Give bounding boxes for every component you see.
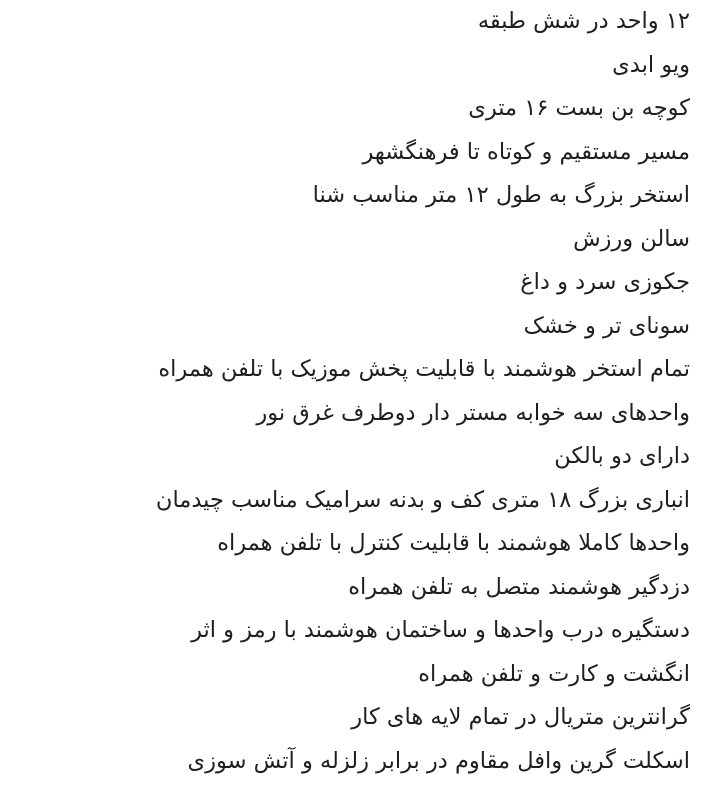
feature-line-storage: انباری بزرگ ۱۸ متری کف و بدنه سرامیک مناسب چیدمان (155, 486, 690, 513)
feature-line-gym: سالن ورزش (573, 225, 690, 252)
feature-line-units-floors: ۱۲ واحد در شش طبقه (477, 8, 690, 34)
feature-line-materials: گرانترین متریال در تمام لایه های کار (351, 704, 690, 730)
feature-line-smart-locks: دستگیره درب واحدها و ساختمان هوشمند با رمز و اثر (191, 617, 690, 643)
feature-line-route: مسیر مستقیم و کوتاه تا فرهنگشهر (362, 138, 690, 165)
feature-line-alarm: دزدگیر هوشمند متصل به تلفن همراه (348, 573, 690, 600)
feature-line-jacuzzi: جکوزی سرد و داغ (520, 269, 690, 295)
feature-line-balconies: دارای دو بالکن (554, 443, 690, 469)
feature-line-smart-units: واحدها کاملا هوشمند با قابلیت کنترل با تلفن همراه (217, 530, 690, 556)
feature-line-bedrooms: واحدهای سه خوابه مستر دار دوطرف غرق نور (256, 399, 690, 426)
feature-line-pool: استخر بزرگ به طول ۱۲ متر مناسب شنا (312, 182, 690, 208)
feature-line-view: ویو ابدی (612, 51, 690, 78)
feature-line-lock-methods: انگشت و کارت و تلفن همراه (418, 660, 690, 687)
feature-line-structure: اسکلت گرین وافل مقاوم در برابر زلزله و آتش سوزی (187, 747, 690, 774)
feature-line-sauna: سونای تر و خشک (523, 312, 690, 339)
feature-line-dead-end-alley: کوچه بن بست ۱۶ متری (468, 95, 690, 121)
feature-line-smart-pool: تمام استخر هوشمند با قابلیت پخش موزیک با تلفن همراه (158, 356, 690, 382)
